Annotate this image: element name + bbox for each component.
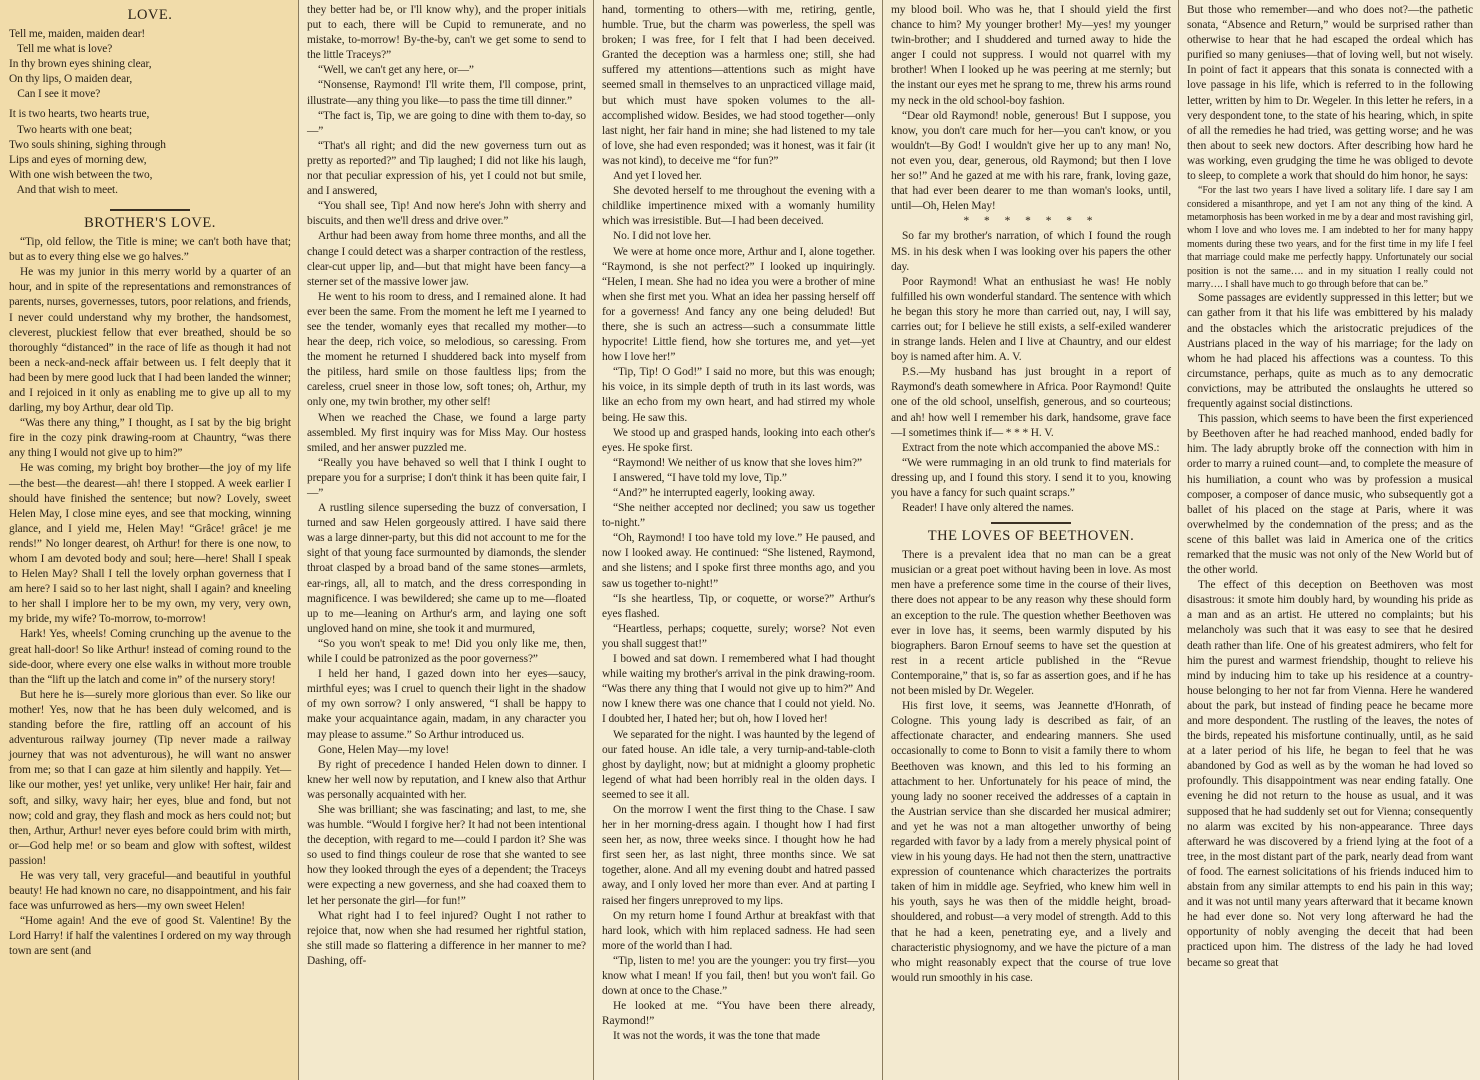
paragraph: We separated for the night. I was haunted by the legend of our fated house. An idle tale, a very turnip-and-table-cloth ghost by daylight, now; but at midnight a gloomy prophetic legend of what had been horribly real in the olden days. I seemed to see it all. bbox=[602, 728, 875, 801]
paragraph: On the morrow I went the first thing to the Chase. I saw her in her morning-dress again. I thought how I had first seen her, as now, three weeks since. I thought how he had first seen her, as last night, three months since. We sat together, alone. And all my evening doubt and hatred passed away, and I only loved her more than ever. And at parting I raised her fingers unreproved to my lips. bbox=[602, 803, 875, 907]
column-divider bbox=[298, 0, 299, 1080]
column-1 bbox=[0, 0, 298, 1080]
paragraph: This passion, which seems to have been the first experienced by Beethoven after he had reached manhood, ended badly for him. The lady abruptly broke off the connection with him in order to marry a ruined count—and, to complete the measure of his humiliation, a count who was by profession a musical composer, a composer of dance music, who subsequently got a ballet of his placed on the stage at Paris, where it was overwhelmed by the condemnation of the press; and as the scene of this ballet was laid in America one of the critics remarked that the music was not only of the New World but of the other world. bbox=[1187, 413, 1473, 577]
paragraph: But here he is—surely more glorious than ever. So like our mother! Yes, now that he has been duly welcomed, and is standing before the fire, rattling off an account of his adventurous railway journey (Tip never made a railway journey that was not adventurous), he will want no answer from me; so that I can gaze at him silently and happily. Yet—like our mother, yes! yet unlike, very unlike! Her hair, fair and soft, and silky, wavy hair; her eyes, blue and fond, but not now; cold and gray, they flash and mock as hers could not; but then, Arthur, Arthur! never eyes before could brim with mirth, or—God help me! or so beam and glow with softest, wildest passion! bbox=[9, 688, 291, 867]
article-title: LOVE. bbox=[127, 7, 173, 23]
section-divider bbox=[110, 209, 190, 211]
paragraph: “You shall see, Tip! And now here's John with sherry and biscuits, and then we'll dress and drive over.” bbox=[307, 200, 586, 228]
poem-line: Tell me what is love? bbox=[9, 43, 113, 56]
paragraph: Poor Raymond! What an enthusiast he was! He nobly fulfilled his own wonderful standard. The sentence with which he began this story he more than carried out, nay, I will say, carries out; for I believe he still exists, a self-exiled wanderer in strange lands. Helen and I live at Chauntry, and our eldest boy is named after him. A. V. bbox=[891, 275, 1171, 364]
paragraph: He was coming, my bright boy brother—the joy of my life—the best—the dearest—ah! there I stopped. A week earlier I should have finished the sentence; but now? Lovely, sweet Helen May, I close mine eyes, and see that mocking, winning glance, and I yield me, Helen May! “Grâce! grâce! je me rends!” No longer dearest, oh Arthur! for there is one now, to whom I am devoted body and soul; here—here! Shall I speak to Helen May? Shall I tell the lovely orphan governess that I am here? I said so to her last night, shall I again? and kneeling to her shall I implore her to be my own, my very, very own, my bride, my wife? To-morrow, to-morrow! bbox=[9, 462, 291, 626]
paragraph: She devoted herself to me throughout the evening with a childlike impertinence mixed with a womanly humility which was irresistible. But—I had been deceived. bbox=[602, 185, 875, 228]
paragraph: “Heartless, perhaps; coquette, surely; worse? Not even you shall suggest that!” bbox=[602, 622, 875, 650]
letter-quote: “For the last two years I have lived a solitary life. I dare say I am considered a misanthrope, and yet I am not any thing of the kind. A metamorphosis has been worked in me by a dear and most ravishing girl, whom I love and who loves me. I am indebted to her for many happy moments during these two years, and for the first time in my life I feel that marriage could make me perfectly happy. Unfortunately our social position is not the same…. and in my situation I really could not marry…. I shall have much to go through before that can be.” bbox=[1187, 185, 1473, 290]
paragraph: “Oh, Raymond! I too have told my love.” He paused, and now I looked away. He continued: “She listened, Raymond, and she listens; and I spoke first three months ago, and you saw us together to-night!” bbox=[602, 532, 875, 590]
paragraph: Reader! I have only altered the names. bbox=[902, 502, 1074, 515]
paragraph: I held her hand, I gazed down into her eyes—saucy, mirthful eyes; was I cruel to quench their light in the shadow of my own sorrow? I only answered, “I shall be happy to make your acquaintance again, madam, in any character you may please to assume.” So Arthur introduced us. bbox=[307, 668, 586, 741]
paragraph: my blood boil. Who was he, that I should yield the first chance to him? My younger brother! My—yes! my younger twin-brother; and I shuddered and turned away to hide the anger I could not suppress. I would not quarrel with my brother! When I looked up he was peering at me sternly; but the instant our eyes met he sprang to me, threw his arms round my neck in the old school-boy fashion. bbox=[891, 4, 1171, 107]
paragraph: “Really you have behaved so well that I think I ought to prepare you for a surprise; I don't think it has been quite fair, I—” bbox=[307, 456, 586, 499]
paragraph: The effect of this deception on Beethoven was most disastrous: it smote him doubly hard, by wounding his pride as a man and as an artist. He uttered no complaints; but his melancholy was such that it was easy to see that he desired death rather than life. One of his greatest admirers, who felt for him the purest and warmest friendship, thought to relieve his mind by inducing him to take up his residence at a country-house belonging to her not far from Vienna. Here he wandered about the park, but instead of finding peace he became more and more despondent. The rustling of the leaves, the notes of the birds, repeated his misfortune continually, until, as he said at a later period of his life, he began to feel that he was abandoned by God as well as by the woman he had loved so profoundly. This disappointment was near ending fatally. One evening he did not return to the house as usual, and it was supposed that he had suddenly set out for Vienna; consequently no alarm was excited by his non-appearance. Three days afterward he was discovered by a friend lying at the foot of a tree, in the most distant part of the park, nearly dead from want of food. The earnest solicitations of his friends induced him to abstain from any similar attempts to end his pain in this way; and it was not until many years afterward that it became known he had ever done so. Not very long afterward he had the opportunity of nobly avenging the deceit that had been practiced upon him. The distress of the lady he had loved became so great that bbox=[1187, 579, 1473, 969]
column-divider bbox=[882, 0, 883, 1080]
paragraph: What right had I to feel injured? Ought I not rather to rejoice that, now when she had resumed her rightful station, she still made so flattering a difference in her manner to me? Dashing, off- bbox=[307, 909, 586, 967]
column-5 bbox=[1178, 0, 1480, 1080]
paragraph: “That's all right; and did the new governess turn out as pretty as reported?” and Tip laughed; I did not like his laugh, nor that peculiar expression of his, yet I could not but smile, and I answered, bbox=[307, 139, 586, 198]
poem-line: In thy brown eyes shining clear, bbox=[9, 58, 152, 71]
paragraph: “She neither accepted nor declined; you saw us together to-night.” bbox=[602, 502, 875, 530]
paragraph: Arthur had been away from home three months, and all the change I could detect was a sharper contraction of the restless, clear-cut upper lip, and—but that might have been fancy—a sterner set of the massive lower jaw. bbox=[307, 230, 586, 288]
paragraph: they better had be, or I'll know why), and the proper initials put to each, there will be Cupid to remunerate, and no mistake, to-morrow! By-the-by, can't we get some to send to the little Traceys?” bbox=[307, 4, 586, 62]
paragraph: P.S.—My husband has just brought in a report of Raymond's death somewhere in Africa. Poor Raymond! Quite one of the old school, unselfish, generous, and so courteous; and ah! how well I remember his dark, handsome, grave face—I sometimes think if— * * * H. V. bbox=[891, 366, 1171, 439]
poem-line: Two hearts with one beat; bbox=[9, 123, 133, 136]
paragraph: When we reached the Chase, we found a large party assembled. My first inquiry was for Miss May. Our hostess smiled, and her answer puzzled me. bbox=[307, 411, 586, 454]
stanza-gap bbox=[9, 198, 291, 203]
paragraph: “So you won't speak to me! Did you only like me, then, while I could be patronized as the poor governess?” bbox=[307, 637, 586, 666]
paragraph: There is a prevalent idea that no man can be a great musician or a great poet without having been in love. As most men have a preference some time in the course of their lives, there does not appear to be any reason why these should form an exception to the rule. The question whether Beethoven was ever in love has, it seems, been warmly disputed by his biographers. Baron Ernouf seems to have set the question at rest in a recent article published in the “Revue Contemporaine,” that is, so far as assertion goes, and if he has not been misled by Dr. Wegeler. bbox=[891, 549, 1171, 698]
section-divider bbox=[991, 522, 1071, 524]
poem-line: Can I see it move? bbox=[9, 88, 101, 101]
paragraph: hand, tormenting to others—with me, retiring, gentle, humble. True, but the charm was powerless, the spell was broken; I was free, for I felt that I had been deceived. Granted the deception was a harmless one; still, she had suffered my attentions—attentions such as might have seemed small in themselves to an unpracticed village maid, but which must have spoken volumes to the all-accomplished widow. Besides, we had stood together—only last night, her fair hand in mine; she had listened to my tale of love, she had even responded; was it honest, was it fair (it was not kind), to deceive me “for fun?” bbox=[602, 4, 875, 167]
poem-line: Lips and eyes of morning dew, bbox=[9, 153, 147, 166]
poem-line: On thy lips, O maiden dear, bbox=[9, 73, 133, 86]
paragraph: “Home again! And the eve of good St. Valentine! By the Lord Harry! if half the valentines I ordered on my way through town are sent (and bbox=[9, 915, 291, 958]
paragraph: Gone, Helen May—my love! bbox=[318, 743, 450, 756]
column-divider bbox=[1178, 0, 1179, 1080]
paragraph: “Was there any thing,” I thought, as I sat by the big bright fire in the cozy pink drawing-room at Chauntry, “was there any thing I would not give up to him?” bbox=[9, 417, 291, 460]
paragraph: “Nonsense, Raymond! I'll write them, I'll compose, print, illustrate—any thing you like—to pass the time till dinner.” bbox=[307, 79, 586, 107]
poem-line: And that wish to meet. bbox=[9, 183, 118, 196]
paragraph: Some passages are evidently suppressed in this letter; but we can gather from it that his life was embittered by his malady and the obstacles which the aristocratic prejudices of the Austrians placed in the way of his marriage; for the lady on whom he had placed his affections was a countess. To this circumstance, perhaps, quite as much as to any democratic convictions, may be attributed the onslaughts he uttered so frequently against social distinctions. bbox=[1187, 292, 1473, 411]
paragraph: But those who remember—and who does not?—the pathetic sonata, “Absence and Return,” would be surprised rather than otherwise to hear that he had escaped the ordeal which has purified so many geniuses—that of loving well, but not wisely. In point of fact it appears that this sonata is connected with a love passage in his life, which is referred to in the following letter, written by him to Dr. Wegeler. In this letter he refers, in a very despondent tone, to the state of his hearing, which, in spite of all the remedies he had tried, was getting worse; and he was then about to seek new doctors. After describing how hard he was working, even grudging the time he was obliged to devote to sleep, to complete a work that should do him honor, he says: bbox=[1187, 4, 1473, 183]
poem-line: Two souls shining, sighing through bbox=[9, 138, 166, 151]
poem-line: With one wish between the two, bbox=[9, 168, 153, 181]
paragraph: I answered, “I have told my love, Tip.” bbox=[613, 471, 787, 484]
column-3 bbox=[593, 0, 882, 1080]
article-title: THE LOVES OF BEETHOVEN. bbox=[927, 528, 1135, 545]
poem-stanza bbox=[9, 27, 291, 107]
column-divider bbox=[593, 0, 594, 1080]
poem-stanza bbox=[9, 107, 291, 203]
paragraph: “Tip, old fellow, the Title is mine; we can't both have that; but as to every thing else we go halves.” bbox=[9, 236, 291, 264]
column-4 bbox=[882, 0, 1178, 1080]
paragraph: By right of precedence I handed Helen down to dinner. I knew her well now by reputation, and I knew also that Arthur was personally acquainted with her. bbox=[307, 758, 586, 801]
paragraph: And yet I loved her. bbox=[613, 170, 702, 183]
paragraph: “Is she heartless, Tip, or coquette, or worse?” Arthur's eyes flashed. bbox=[602, 592, 875, 620]
article-title: BROTHER'S LOVE. bbox=[84, 215, 216, 232]
paragraph: So far my brother's narration, of which I found the rough MS. in his desk when I was looking over his papers the other day. bbox=[891, 230, 1171, 273]
poem-line: It is two hearts, two hearts true, bbox=[9, 108, 150, 121]
section-break: * * * * * * * bbox=[963, 215, 1099, 228]
paragraph: He was my junior in this merry world by a quarter of an hour, and in spite of the representations and remonstrances of parents, nurses, governesses, tutors, poor relations, and friends, I never could understand why my brother, the handsomest, cleverest, pluckiest fellow that ever breathed, should be so thoroughly “distanced” in the race of life as though it had not been a neck-and-neck affair between us. I felt deeply that it had been by mere good luck that I had been landed the winner; and I rejoiced in it only as enabling me to give up all to my darling, my boy Arthur, dear old Tip. bbox=[9, 266, 291, 415]
paragraph: “And?” he interrupted eagerly, looking away. bbox=[613, 487, 815, 499]
paragraph: “Tip, Tip! O God!” I said no more, but this was enough; his voice, in its simple depth of truth in its last words, was like an echo from my own heart, and had stirred my whole being. He saw this. bbox=[602, 366, 875, 424]
paragraph: He was very tall, very graceful—and beautiful in youthful beauty! He had known no care, no disappointment, and his fair face was unfurrowed as hers—my own sweet Helen! bbox=[9, 869, 291, 913]
paragraph: On my return home I found Arthur at breakfast with that hard look, which with him replaced sadness. He had seen more of the world than I had. bbox=[602, 909, 875, 952]
paragraph: Extract from the note which accompanied the above MS.: bbox=[902, 441, 1160, 454]
paragraph: Hark! Yes, wheels! Coming crunching up the avenue to the great hall-door! So like Arthur! instead of coming round to the side-door, where every one else walks in without more trouble than the “lift up the latch and come in” of the nursery story! bbox=[9, 628, 291, 686]
paragraph: “The fact is, Tip, we are going to dine with them to-day, so—” bbox=[307, 109, 586, 137]
paragraph: “We were rummaging in an old trunk to find materials for dressing up, and I found this story. I send it to you, knowing you have a fancy for such quaint scraps.” bbox=[891, 456, 1171, 499]
column-2 bbox=[298, 0, 593, 1080]
paragraph: No. I did not love her. bbox=[613, 230, 711, 243]
paragraph: “Tip, listen to me! you are the younger: you try first—you know what I mean! If you fail, then! but you won't fail. Go down at once to the Chase.” bbox=[602, 954, 875, 998]
paragraph: It was not the words, it was the tone that made bbox=[613, 1030, 820, 1043]
paragraph: “Raymond! We neither of us know that she loves him?” bbox=[613, 456, 862, 469]
paragraph: We were at home once more, Arthur and I, alone together. “Raymond, is she not perfect?” I looked up inquiringly. “Helen, I mean. She had no idea you were a brother of mine when she first met you. What an idea her passing herself off for a governess! And fancy any one being deluded! But there, she is such an actress—such a consummate little hypocrite! Little fiend, how she tortures me, and yet—yet how I love her!” bbox=[602, 245, 875, 364]
poem-line: Tell me, maiden, maiden dear! bbox=[9, 28, 146, 40]
paragraph: “Dear old Raymond! noble, generous! But I suppose, you know, you don't care much for her—you can't know, or you wouldn't—By God! I wouldn't give her up to any man! No, not even you, dear, generous, old Raymond; but then I love her so!” And he gazed at me with his rare, frank, loving gaze, that had ever been dearer to me than woman's looks, until, until—Oh, Helen May! bbox=[891, 109, 1171, 213]
paragraph: We stood up and grasped hands, looking into each other's eyes. He spoke first. bbox=[602, 426, 875, 454]
paragraph: “Well, we can't get any here, or—” bbox=[318, 64, 474, 77]
paragraph: She was brilliant; she was fascinating; and last, to me, she was humble. “Would I forgive her? It had not been intentional the deception, with regard to me—could I pardon it? She was so used to find things couleur de rose that she wanted to see how they looked through the eyes of a dependent; the Traceys were expecting a new governess, and she had coaxed them to let her personate the girl—for fun!” bbox=[307, 803, 586, 907]
paragraph: I bowed and sat down. I remembered what I had thought while waiting my brother's arrival in the pink drawing-room. “Was there any thing that I would not give up to him?” And now I knew there was one chance that I could not yield. No. I doubted her, I hated her; but oh, how I loved her! bbox=[602, 653, 875, 726]
paragraph: He went to his room to dress, and I remained alone. It had ever been the same. From the moment he left me I yearned to see the tender, womanly eyes that recalled my mother—to hear the deep, rich voice, so melodious, so caressing. From the moment he returned I shuddered back into myself from the pitiless, hard smile on those faultless lips; from the careless, cruel sneer in those low, soft tones; oh, Arthur, my only one, my twin brother, my other self! bbox=[307, 290, 586, 409]
paragraph: He looked at me. “You have been there already, Raymond!” bbox=[602, 1000, 875, 1028]
paragraph: A rustling silence superseding the buzz of conversation, I turned and saw Helen gorgeously attired. I have said there was a large dinner-party, but this did not account to me for the sight of that young face surmounted by diamonds, the slender throat clasped by a broad band of the same stones—armlets, ear-rings, all, all to match, and the dress corresponding in magnificence. I was bewildered; she came up to me—floated up to me—leaning on Arthur's arm, and laying one soft ungloved hand on mine, she took it and murmured, bbox=[307, 502, 586, 635]
paragraph: His first love, it seems, was Jeannette d'Honrath, of Cologne. This young lady is described as fair, of an affectionate character, and endearing manners. She used occasionally to come to Bonn to visit a family there to whom Beethoven was known, and this led to his forming an attachment to her. Unfortunately for his peace of mind, the young lady no sooner received the addresses of a captain in the Austrian service than she discarded her musical admirer; and yet he was not a man altogether unworthy of being regarded with favor by a lady from a merely physical point of view in his young days. He had not then the stern, unattractive expression of countenance which characterizes the portraits taken of him in middle age. Seyfried, who knew him well in his youth, says he was then of the middle height, broad-shouldered, and robust—a very model of strength. Add to this that he had a keen, penetrating eye, and a lively and characteristic physiognomy, and we have the picture of a man who might reasonably expect that the course of true love would run smoothly in his case. bbox=[891, 700, 1171, 984]
